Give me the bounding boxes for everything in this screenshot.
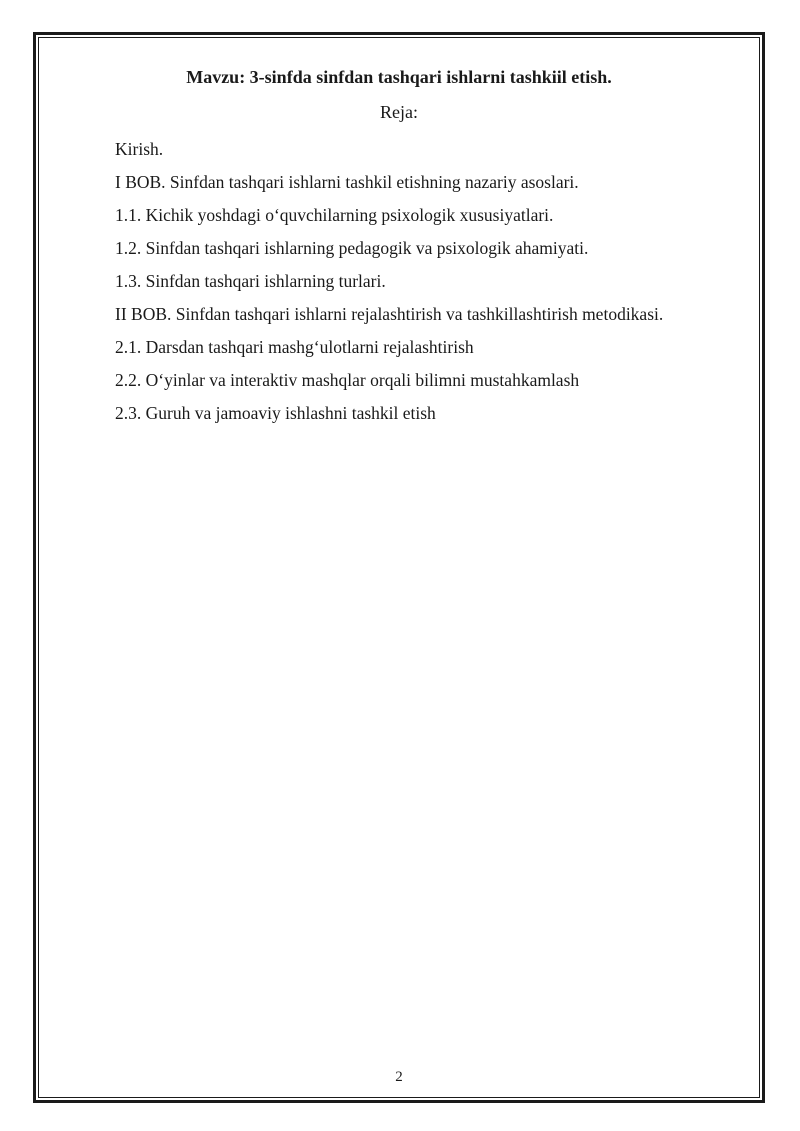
table-of-contents bbox=[115, 133, 663, 430]
plan-heading: Reja: bbox=[380, 102, 418, 122]
toc-item-chapter-1: I BOB. Sinfdan tashqari ishlarni tashkil etishning nazariy asoslari. bbox=[115, 172, 579, 192]
toc-item-1-1: 1.1. Kichik yoshdagi o‘quvchilarning psixologik xususiyatlari. bbox=[115, 205, 554, 225]
page-number: 2 bbox=[395, 1069, 403, 1085]
toc-item-1-2: 1.2. Sinfdan tashqari ishlarning pedagogik va psixologik ahamiyati. bbox=[115, 238, 589, 258]
toc-item-2-1: 2.1. Darsdan tashqari mashg‘ulotlarni rejalashtirish bbox=[115, 337, 474, 357]
toc-item-1-3: 1.3. Sinfdan tashqari ishlarning turlari. bbox=[115, 271, 386, 291]
document-title: Mavzu: 3-sinfda sinfdan tashqari ishlarni tashkiil etish. bbox=[186, 67, 612, 87]
toc-item-2-2: 2.2. O‘yinlar va interaktiv mashqlar orqali bilimni mustahkamlash bbox=[115, 370, 580, 390]
toc-item-introduction: Kirish. bbox=[115, 139, 164, 159]
toc-item-chapter-2: II BOB. Sinfdan tashqari ishlarni rejalashtirish va tashkillashtirish metodikasi. bbox=[115, 304, 664, 324]
toc-item-2-3: 2.3. Guruh va jamoaviy ishlashni tashkil etish bbox=[115, 403, 436, 423]
